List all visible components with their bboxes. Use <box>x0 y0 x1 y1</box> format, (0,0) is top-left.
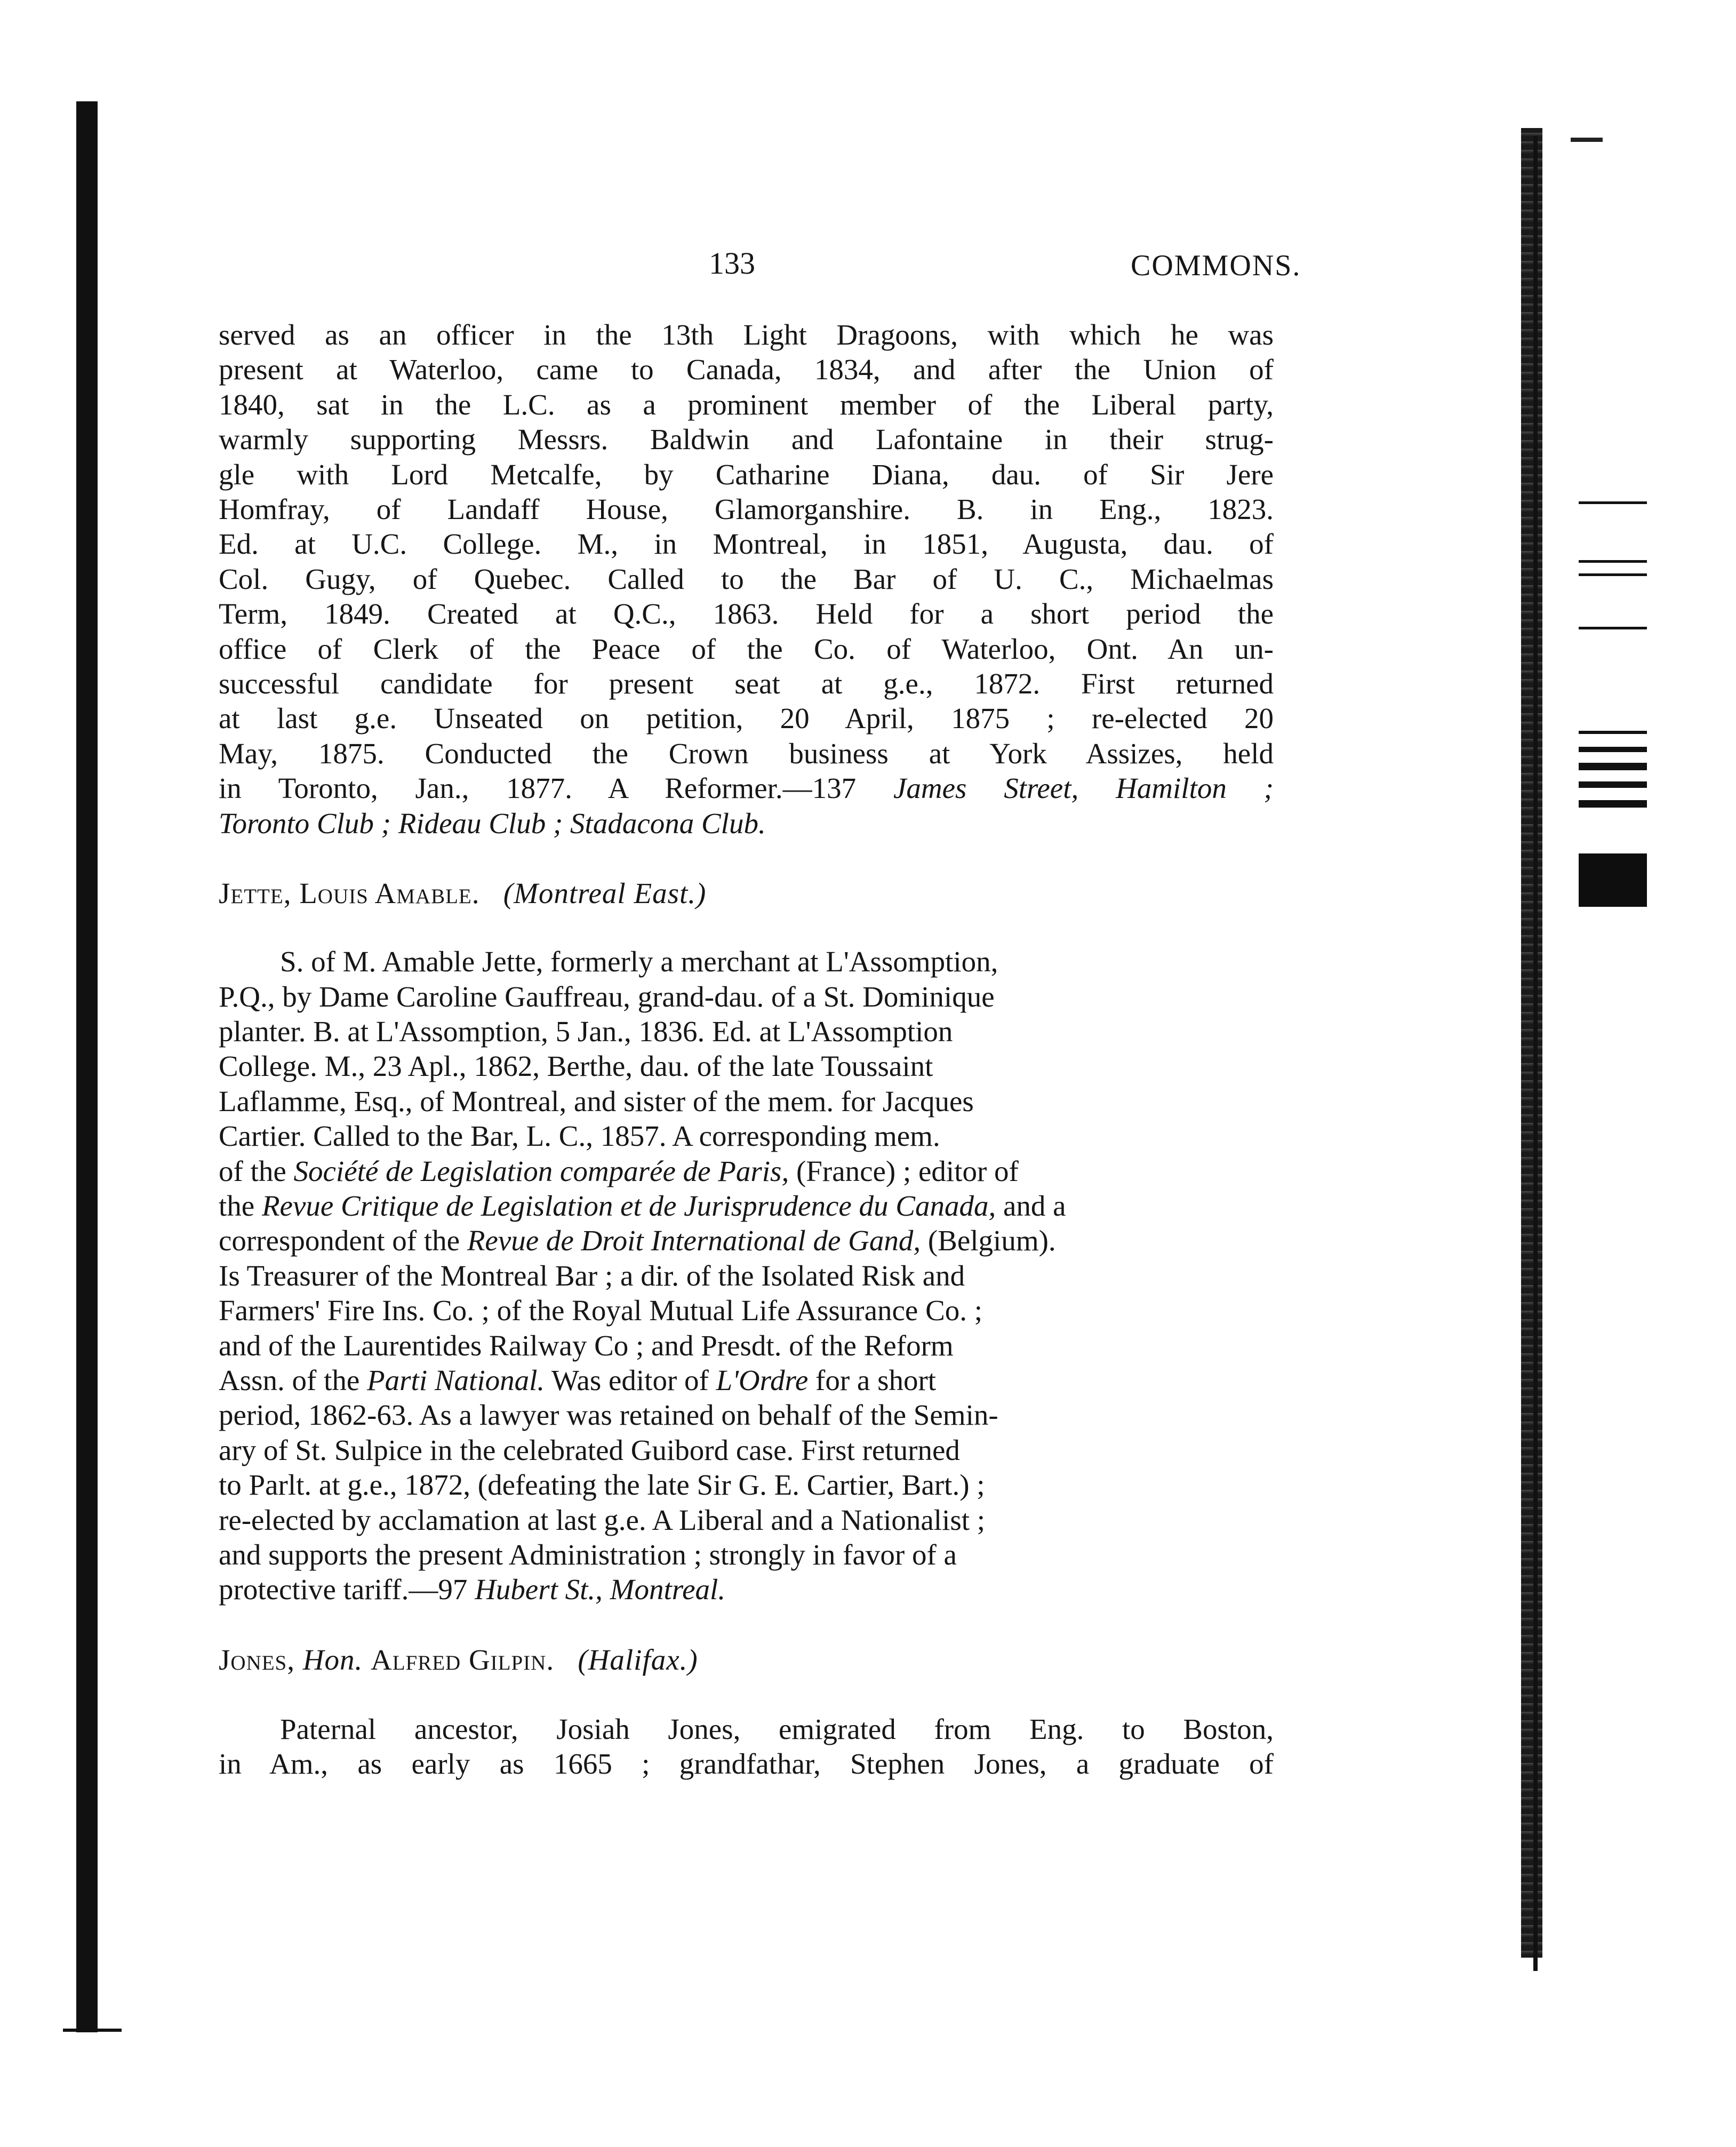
line-roman: in Toronto, Jan., 1877. A Reformer.—137 <box>219 772 893 805</box>
text-line: the Revue Critique de Legislation et de Jurisprudence du Canada, and a <box>219 1189 1066 1222</box>
revue-name: Revue Critique de Legislation et de Jurisprudence du Canada, <box>261 1189 996 1222</box>
scan-page-edge <box>1521 128 1542 1958</box>
surname: Jones, <box>219 1643 295 1676</box>
page-number: 133 <box>709 246 755 281</box>
text-line: P.Q., by Dame Caroline Gauffreau, grand-dau. of a St. Dominique <box>219 980 995 1013</box>
text-line: warmly supporting Messrs. Baldwin and Lafontaine in their strug- <box>219 423 1274 456</box>
address-italic: James Street, Hamilton ; <box>893 772 1274 805</box>
text-line: May, 1875. Conducted the Crown business at York Assizes, held <box>219 737 1274 770</box>
text-line: present at Waterloo, came to Canada, 1834, and after the Union of <box>219 353 1274 386</box>
given-names: Alfred Gilpin. <box>370 1643 555 1676</box>
text-line: period, 1862-63. As a lawyer was retained on behalf of the Semin- <box>219 1399 998 1432</box>
text-line: to Parlt. at g.e., 1872, (defeating the late Sir G. E. Cartier, Bart.) ; <box>219 1468 985 1502</box>
entry-body-jette <box>219 944 1274 1607</box>
constituency: (Halifax.) <box>578 1643 698 1676</box>
surname: Jette, <box>219 877 292 910</box>
text-line <box>219 771 1274 805</box>
party-name: Parti National. <box>367 1363 545 1396</box>
scan-target-block <box>1579 853 1647 907</box>
text-line: 1840, sat in the L.C. as a prominent member of the Liberal party, <box>219 388 1274 421</box>
text-line: Ed. at U.C. College. M., in Montreal, in 1851, Augusta, dau. of <box>219 528 1274 561</box>
section-title: COMMONS. <box>1131 249 1301 282</box>
text-line: Col. Gugy, of Quebec. Called to the Bar of U. C., Michaelmas <box>219 562 1274 595</box>
scan-edge-tick <box>1571 138 1603 142</box>
text-line: at last g.e. Unseated on petition, 20 April, 1875 ; re-elected 20 <box>219 702 1274 735</box>
scan-binding-edge <box>76 101 98 2032</box>
text-line: S. of M. Amable Jette, formerly a merchant at L'Assomption, <box>280 945 998 978</box>
text-line: Cartier. Called to the Bar, L. C., 1857. A corresponding mem. <box>219 1120 940 1153</box>
honorific: Hon. <box>302 1643 363 1676</box>
text-line: protective tariff.—97 Hubert St., Montreal. <box>219 1573 726 1606</box>
text-line: re-elected by acclamation at last g.e. A Liberal and a Nationalist ; <box>219 1503 986 1536</box>
given-names: Louis Amable. <box>299 877 480 910</box>
text-line: and of the Laurentides Railway Co ; and Presdt. of the Reform <box>219 1329 954 1362</box>
revue-droit-name: Revue de Droit International de Gand, <box>467 1224 921 1257</box>
text-line: and supports the present Administration ; strongly in favor of a <box>219 1538 957 1571</box>
text-line: Is Treasurer of the Montreal Bar ; a dir. of the Isolated Risk and <box>219 1259 965 1292</box>
newspaper-name: L'Ordre <box>716 1363 809 1396</box>
text-line: gle with Lord Metcalfe, by Catharine Diana, dau. of Sir Jere <box>219 458 1274 491</box>
scan-binding-foot <box>63 2029 122 2032</box>
text-line: Farmers' Fire Ins. Co. ; of the Royal Mutual Life Assurance Co. ; <box>219 1294 983 1327</box>
text-line: planter. B. at L'Assomption, 5 Jan., 1836. Ed. at L'Assomption <box>219 1015 953 1048</box>
text-line: in Am., as early as 1665 ; grandfathar, Stephen Jones, a graduate of <box>219 1747 1274 1781</box>
text-line: office of Clerk of the Peace of the Co. of Waterloo, Ont. An un- <box>219 632 1274 665</box>
entry-continuation <box>219 317 1274 806</box>
society-name: Société de Legislation comparée de Paris, <box>293 1154 789 1187</box>
clubs-line <box>219 806 1274 841</box>
entry-body-jones <box>219 1712 1274 1782</box>
text-line: Assn. of the Parti National. Was editor of L'Ordre for a short <box>219 1363 937 1396</box>
running-header <box>0 245 1736 288</box>
text-line: Homfray, of Landaff House, Glamorganshire. B. in Eng., 1823. <box>219 493 1274 526</box>
constituency: (Montreal East.) <box>503 877 707 910</box>
clubs-italic: Toronto Club ; Rideau Club ; Stadacona Club. <box>219 807 766 840</box>
entry-heading-jones <box>219 1642 1274 1678</box>
text-line: ary of St. Sulpice in the celebrated Guibord case. First returned <box>219 1433 960 1466</box>
address-italic: Hubert St., Montreal. <box>475 1573 726 1606</box>
text-line: Paternal ancestor, Josiah Jones, emigrated from Eng. to Boston, <box>280 1712 1274 1745</box>
text-column <box>219 317 1274 1782</box>
text-line: College. M., 23 Apl., 1862, Berthe, dau. of the late Toussaint <box>219 1050 933 1083</box>
scan-page-edge-line <box>1533 136 1538 1971</box>
text-line: served as an officer in the 13th Light Dragoons, with which he was <box>219 318 1274 351</box>
text-line: Laflamme, Esq., of Montreal, and sister of the mem. for Jacques <box>219 1084 974 1118</box>
entry-heading-jette <box>219 876 1274 911</box>
text-line: successful candidate for present seat at g.e., 1872. First returned <box>219 667 1274 700</box>
text-line: of the Société de Legislation comparée de Paris, (France) ; editor of <box>219 1154 1019 1187</box>
text-line: Term, 1849. Created at Q.C., 1863. Held for a short period the <box>219 597 1274 630</box>
text-line: correspondent of the Revue de Droit International de Gand, (Belgium). <box>219 1224 1056 1257</box>
